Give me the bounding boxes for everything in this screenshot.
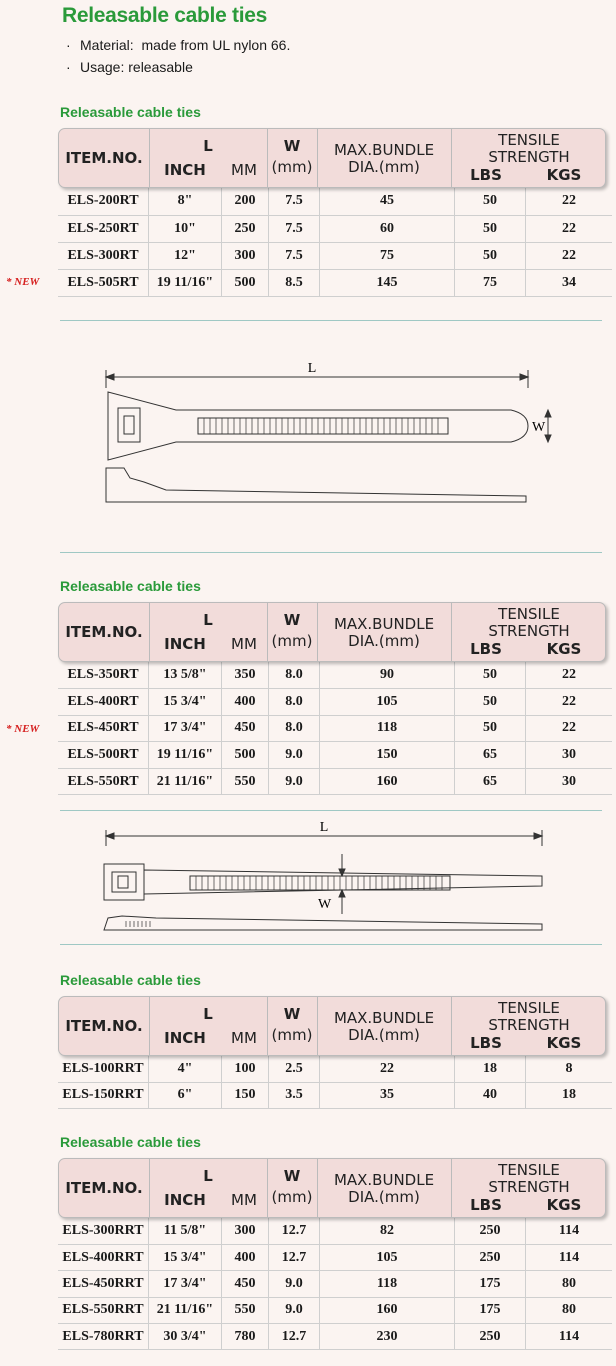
cell-lbs: 175 — [455, 1271, 526, 1297]
table-row — [58, 269, 612, 296]
table-body — [58, 188, 612, 297]
cell-bundle-dia: 145 — [320, 269, 455, 296]
cell-width: 8.0 — [269, 662, 320, 689]
cell-item-no: ELS-400RRT — [58, 1244, 149, 1270]
cell-bundle-dia: 35 — [320, 1082, 455, 1108]
cell-kgs: 8 — [526, 1056, 613, 1082]
cell-width: 8.5 — [269, 269, 320, 296]
cell-kgs: 34 — [526, 269, 613, 296]
cell-bundle-dia: 105 — [320, 1244, 455, 1270]
cell-item-no: ELS-350RT — [58, 662, 149, 689]
cell-inch: 12" — [149, 242, 222, 269]
divider — [60, 810, 602, 811]
cell-width: 7.5 — [269, 215, 320, 242]
cell-item-no: ELS-100RRT — [58, 1056, 149, 1082]
header-tensile-1: TENSILE — [498, 999, 560, 1017]
cell-item-no: ELS-250RT — [58, 215, 149, 242]
cell-inch: 11 5/8" — [149, 1218, 222, 1244]
cell-bundle-dia: 75 — [320, 242, 455, 269]
cell-mm: 450 — [222, 1271, 269, 1297]
cell-bundle-dia: 118 — [320, 715, 455, 742]
table-row — [58, 1244, 612, 1270]
cell-mm: 500 — [222, 269, 269, 296]
header-lbs: LBS — [470, 1034, 502, 1052]
header-bundle-2: DIA.(mm) — [348, 632, 420, 650]
header-w: W — [283, 1005, 301, 1023]
table-row — [58, 768, 612, 795]
table-row — [58, 215, 612, 242]
cell-lbs: 50 — [455, 188, 526, 215]
section-title-1: Releasable cable ties — [60, 104, 201, 120]
header-l: L — [203, 1167, 213, 1185]
header-bundle-1: MAX.BUNDLE — [333, 1171, 435, 1189]
cell-item-no: ELS-780RRT — [58, 1324, 149, 1350]
cell-inch: 30 3/4" — [149, 1324, 222, 1350]
cell-bundle-dia: 90 — [320, 662, 455, 689]
cell-inch: 19 11/16" — [149, 742, 222, 769]
cell-inch: 6" — [149, 1082, 222, 1108]
table-row — [58, 1297, 612, 1323]
page-title: Releasable cable ties — [62, 4, 267, 27]
cell-bundle-dia: 60 — [320, 215, 455, 242]
cell-mm: 350 — [222, 662, 269, 689]
divider — [60, 552, 602, 553]
cell-width: 8.0 — [269, 689, 320, 716]
cell-width: 12.7 — [269, 1244, 320, 1270]
header-tensile-2: STRENGTH — [488, 148, 570, 166]
header-kgs: KGS — [546, 166, 582, 184]
cell-lbs: 250 — [455, 1324, 526, 1350]
header-bundle-2: DIA.(mm) — [348, 158, 420, 176]
table-header — [58, 128, 606, 188]
cell-inch: 15 3/4" — [149, 1244, 222, 1270]
cell-bundle-dia: 118 — [320, 1271, 455, 1297]
cell-kgs: 22 — [526, 242, 613, 269]
section-title-3: Releasable cable ties — [60, 972, 201, 988]
cell-lbs: 65 — [455, 742, 526, 769]
header-w-unit: (mm) — [271, 632, 313, 650]
cell-item-no: ELS-505RT — [58, 269, 149, 296]
cell-inch: 13 5/8" — [149, 662, 222, 689]
cell-item-no: ELS-300RT — [58, 242, 149, 269]
header-w-unit: (mm) — [271, 1188, 313, 1206]
length-label: L — [319, 820, 329, 835]
header-item-no: ITEM.NO. — [65, 1017, 143, 1035]
cell-kgs: 22 — [526, 188, 613, 215]
spec-material: · Material: made from UL nylon 66. — [66, 37, 291, 53]
header-lbs: LBS — [470, 166, 502, 184]
header-inch: INCH — [164, 635, 206, 653]
cell-mm: 550 — [222, 768, 269, 795]
header-tensile-2: STRENGTH — [488, 1178, 570, 1196]
spec-usage: · Usage: releasable — [66, 59, 193, 75]
cell-item-no: ELS-450RRT — [58, 1271, 149, 1297]
cell-bundle-dia: 230 — [320, 1324, 455, 1350]
cell-width: 3.5 — [269, 1082, 320, 1108]
header-lbs: LBS — [470, 1196, 502, 1214]
header-w: W — [283, 611, 301, 629]
table-row — [58, 242, 612, 269]
header-tensile-2: STRENGTH — [488, 1016, 570, 1034]
cable-tie-diagram-1 — [96, 350, 566, 510]
header-l: L — [203, 137, 213, 155]
header-lbs: LBS — [470, 640, 502, 658]
header-tensile-1: TENSILE — [498, 605, 560, 623]
header-w: W — [283, 1167, 301, 1185]
cell-item-no: ELS-150RRT — [58, 1082, 149, 1108]
header-inch: INCH — [164, 1029, 206, 1047]
table-body — [58, 1218, 612, 1350]
header-tensile-1: TENSILE — [498, 131, 560, 149]
divider — [60, 944, 602, 945]
spec-table-2 — [58, 602, 606, 795]
cell-mm: 450 — [222, 715, 269, 742]
cell-item-no: ELS-550RRT — [58, 1297, 149, 1323]
cell-inch: 17 3/4" — [149, 1271, 222, 1297]
cell-bundle-dia: 105 — [320, 689, 455, 716]
spec-table-1 — [58, 128, 606, 297]
table-row — [58, 1271, 612, 1297]
cell-lbs: 50 — [455, 662, 526, 689]
width-label: W — [532, 420, 546, 435]
cell-kgs: 80 — [526, 1297, 613, 1323]
header-item-no: ITEM.NO. — [65, 1179, 143, 1197]
header-mm: MM — [231, 635, 257, 653]
header-bundle-1: MAX.BUNDLE — [333, 615, 435, 633]
cell-kgs: 114 — [526, 1244, 613, 1270]
cell-inch: 15 3/4" — [149, 689, 222, 716]
cell-lbs: 50 — [455, 715, 526, 742]
cell-width: 7.5 — [269, 242, 320, 269]
header-item-no: ITEM.NO. — [65, 623, 143, 641]
cell-width: 12.7 — [269, 1324, 320, 1350]
cell-width: 9.0 — [269, 768, 320, 795]
section-title-2: Releasable cable ties — [60, 578, 201, 594]
cell-lbs: 65 — [455, 768, 526, 795]
cell-mm: 200 — [222, 188, 269, 215]
cell-inch: 4" — [149, 1056, 222, 1082]
cell-kgs: 114 — [526, 1218, 613, 1244]
cell-kgs: 22 — [526, 689, 613, 716]
cell-bundle-dia: 160 — [320, 768, 455, 795]
cell-width: 2.5 — [269, 1056, 320, 1082]
length-label: L — [307, 361, 317, 376]
cell-item-no: ELS-550RT — [58, 768, 149, 795]
cell-kgs: 18 — [526, 1082, 613, 1108]
header-w-unit: (mm) — [271, 1026, 313, 1044]
cell-mm: 300 — [222, 242, 269, 269]
cell-lbs: 40 — [455, 1082, 526, 1108]
cell-kgs: 114 — [526, 1324, 613, 1350]
cell-lbs: 250 — [455, 1218, 526, 1244]
spec-table-3 — [58, 996, 606, 1109]
table-row — [58, 715, 612, 742]
cell-width: 9.0 — [269, 742, 320, 769]
header-mm: MM — [231, 161, 257, 179]
cell-lbs: 50 — [455, 689, 526, 716]
cell-bundle-dia: 150 — [320, 742, 455, 769]
table-row — [58, 1324, 612, 1350]
header-inch: INCH — [164, 1191, 206, 1209]
new-marker: * NEW — [6, 276, 40, 288]
header-kgs: KGS — [546, 640, 582, 658]
cell-inch: 8" — [149, 188, 222, 215]
divider — [60, 320, 602, 321]
cell-mm: 780 — [222, 1324, 269, 1350]
header-tensile-2: STRENGTH — [488, 622, 570, 640]
header-w-unit: (mm) — [271, 158, 313, 176]
cell-item-no: ELS-450RT — [58, 715, 149, 742]
table-row — [58, 742, 612, 769]
cell-item-no: ELS-300RRT — [58, 1218, 149, 1244]
cell-bundle-dia: 160 — [320, 1297, 455, 1323]
width-label: W — [318, 897, 332, 912]
cell-inch: 21 11/16" — [149, 1297, 222, 1323]
cell-inch: 10" — [149, 215, 222, 242]
cell-lbs: 250 — [455, 1244, 526, 1270]
cell-bundle-dia: 22 — [320, 1056, 455, 1082]
cable-tie-diagram-2 — [96, 818, 566, 938]
table-row — [58, 1218, 612, 1244]
cell-mm: 150 — [222, 1082, 269, 1108]
cell-width: 9.0 — [269, 1297, 320, 1323]
cell-mm: 250 — [222, 215, 269, 242]
header-bundle-2: DIA.(mm) — [348, 1188, 420, 1206]
cell-width: 9.0 — [269, 1271, 320, 1297]
cell-bundle-dia: 45 — [320, 188, 455, 215]
table-row — [58, 689, 612, 716]
header-kgs: KGS — [546, 1196, 582, 1214]
header-inch: INCH — [164, 161, 206, 179]
table-body — [58, 662, 612, 795]
header-l: L — [203, 611, 213, 629]
cell-lbs: 175 — [455, 1297, 526, 1323]
cell-width: 12.7 — [269, 1218, 320, 1244]
cell-mm: 400 — [222, 689, 269, 716]
header-bundle-2: DIA.(mm) — [348, 1026, 420, 1044]
cell-kgs: 22 — [526, 215, 613, 242]
header-bundle-1: MAX.BUNDLE — [333, 1009, 435, 1027]
cell-kgs: 80 — [526, 1271, 613, 1297]
cell-mm: 500 — [222, 742, 269, 769]
header-bundle-1: MAX.BUNDLE — [333, 141, 435, 159]
cell-kgs: 30 — [526, 768, 613, 795]
cell-inch: 21 11/16" — [149, 768, 222, 795]
table-header — [58, 1158, 606, 1218]
table-header — [58, 996, 606, 1056]
cell-width: 7.5 — [269, 188, 320, 215]
table-row — [58, 1056, 612, 1082]
cell-mm: 100 — [222, 1056, 269, 1082]
cell-item-no: ELS-200RT — [58, 188, 149, 215]
section-title-4: Releasable cable ties — [60, 1134, 201, 1150]
cell-width: 8.0 — [269, 715, 320, 742]
cell-item-no: ELS-400RT — [58, 689, 149, 716]
cell-bundle-dia: 82 — [320, 1218, 455, 1244]
cell-lbs: 18 — [455, 1056, 526, 1082]
cell-mm: 400 — [222, 1244, 269, 1270]
header-kgs: KGS — [546, 1034, 582, 1052]
header-item-no: ITEM.NO. — [65, 149, 143, 167]
new-marker: * NEW — [6, 723, 40, 735]
cell-lbs: 50 — [455, 215, 526, 242]
cell-item-no: ELS-500RT — [58, 742, 149, 769]
cell-kgs: 30 — [526, 742, 613, 769]
cell-inch: 17 3/4" — [149, 715, 222, 742]
table-row — [58, 188, 612, 215]
header-w: W — [283, 137, 301, 155]
header-mm: MM — [231, 1191, 257, 1209]
table-header — [58, 602, 606, 662]
table-body — [58, 1056, 612, 1109]
cell-kgs: 22 — [526, 715, 613, 742]
table-row — [58, 662, 612, 689]
header-mm: MM — [231, 1029, 257, 1047]
cell-mm: 300 — [222, 1218, 269, 1244]
cell-inch: 19 11/16" — [149, 269, 222, 296]
cell-mm: 550 — [222, 1297, 269, 1323]
header-tensile-1: TENSILE — [498, 1161, 560, 1179]
table-row — [58, 1082, 612, 1108]
cell-lbs: 75 — [455, 269, 526, 296]
cell-kgs: 22 — [526, 662, 613, 689]
cell-lbs: 50 — [455, 242, 526, 269]
header-l: L — [203, 1005, 213, 1023]
spec-list — [66, 34, 290, 78]
spec-table-4 — [58, 1158, 606, 1350]
